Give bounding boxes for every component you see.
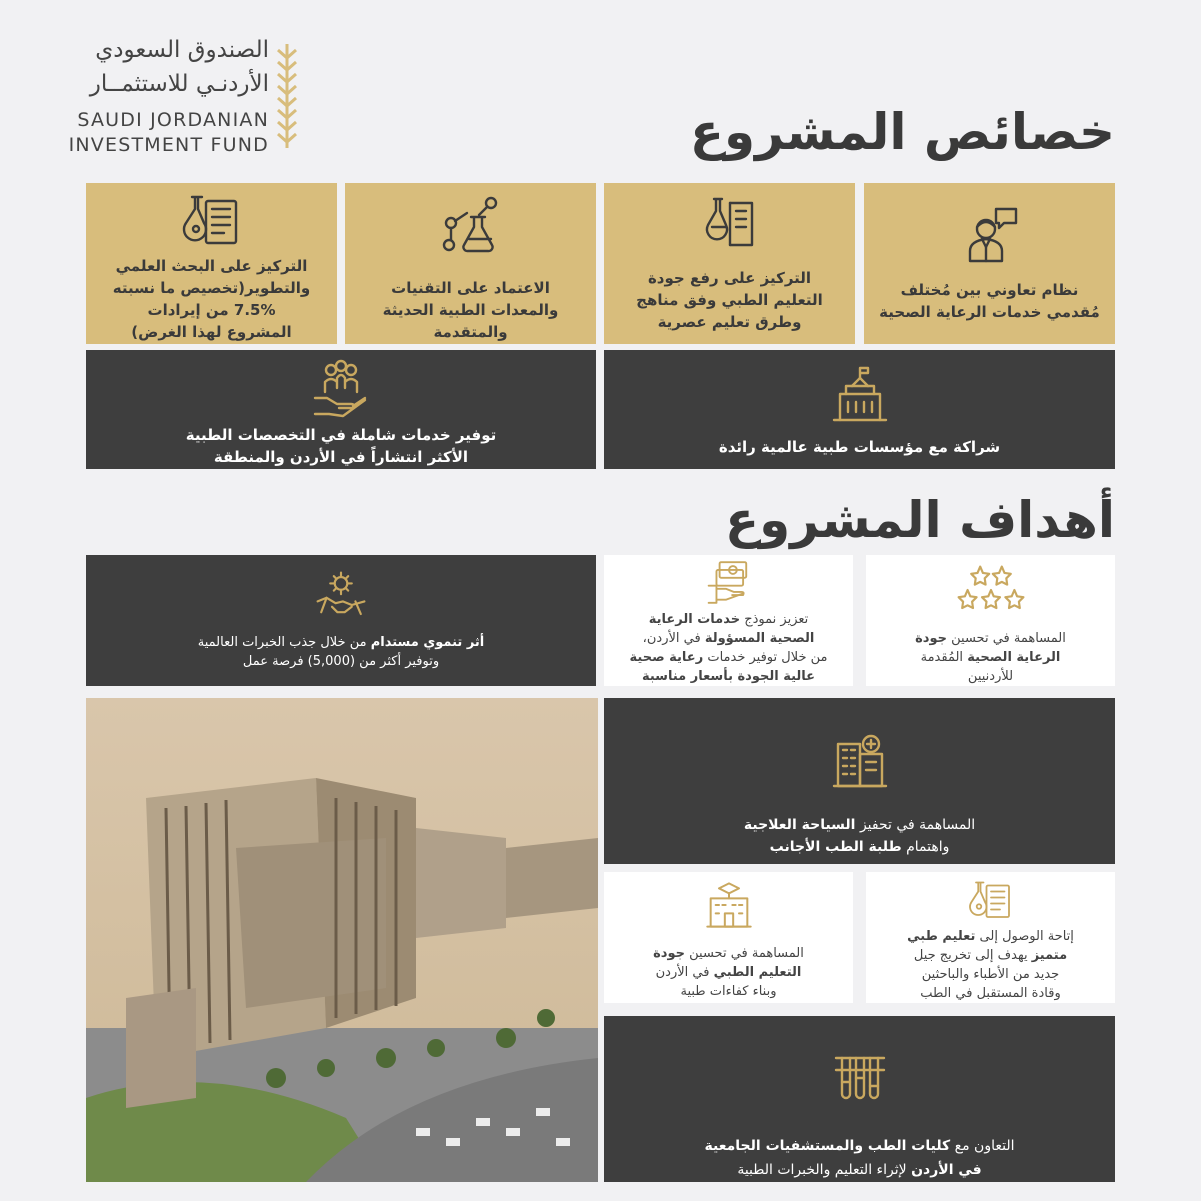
goal-card-medical-education-access xyxy=(866,872,1115,1003)
flask-book-icon xyxy=(700,193,760,253)
feature-card-partnership xyxy=(604,350,1115,469)
flask-molecule-icon xyxy=(441,195,501,255)
goal-card-text: تعزيز نموذج خدمات الرعاية الصحية المسؤولة في الأردن، من خلال توفير خدمات رعاية صحية عالية الجودة بأسعار مناسبة xyxy=(629,612,828,684)
goal-card-sustainable-impact xyxy=(86,555,596,686)
feature-card-collaborative xyxy=(864,183,1115,344)
people-hand-icon xyxy=(311,358,371,418)
money-hand-icon xyxy=(704,559,754,606)
handshake-gear-icon xyxy=(313,569,369,623)
goal-card-text: المساهمة في تحسين جودة التعليم الطبي في الأردن وبناء كفاءات طبية xyxy=(653,946,804,999)
goal-card-medical-tourism xyxy=(604,698,1115,864)
feature-card-text: التركيز على رفع جودة التعليم الطبي وفق مناهج وطرق تعليم عصرية xyxy=(636,269,823,331)
hospital-campus-rendering xyxy=(86,698,598,1182)
feature-card-text: شراكة مع مؤسسات طبية عالمية رائدة xyxy=(718,438,1001,456)
logo-english-line1: SAUDI JORDANIAN xyxy=(77,109,269,131)
test-tubes-icon xyxy=(830,1048,890,1108)
logo-arabic-line1: الصندوق السعودي xyxy=(95,37,269,63)
goal-card-university-collaboration xyxy=(604,1016,1115,1182)
goals-title: أهداف المشروع xyxy=(725,491,1115,549)
feature-card-text: التركيز على البحث العلمي والتطوير(تخصيص ما نسبته 7.5% من إيرادات المشروع لهذا الغرض) xyxy=(112,257,311,341)
institution-building-icon xyxy=(830,364,890,424)
goal-card-text: أثر تنموي مستدام من خلال جذب الخبرات العالمية وتوفير أكثر من (5,000) فرصة عمل xyxy=(197,635,485,669)
stars-rating-icon xyxy=(951,563,1031,617)
feature-card-technology xyxy=(345,183,596,344)
features-title: خصائص المشروع xyxy=(689,103,1115,161)
goal-card-text: المساهمة في تحفيز السياحة العلاجية واهتمام طلبة الطب الأجانب xyxy=(743,817,976,855)
hospital-building-icon xyxy=(830,730,890,790)
goal-card-text: إتاحة الوصول إلى تعليم طبي متميز يهدف إلى تخريج جيل جديد من الأطباء والباحثين وقادة المستقبل في الطب xyxy=(907,929,1074,1001)
feature-card-research xyxy=(86,183,337,344)
feature-card-education xyxy=(604,183,855,344)
goal-card-text: المساهمة في تحسين جودة الرعاية الصحية المُقدمة للأردنيين xyxy=(915,631,1066,684)
feature-card-text: نظام تعاوني بين مُختلف مُقدمي خدمات الرعاية الصحية xyxy=(879,281,1100,321)
university-building-icon xyxy=(703,880,755,930)
goal-card-responsible-care xyxy=(604,555,853,686)
goal-card-healthcare-quality xyxy=(866,555,1115,686)
goal-card-education-quality xyxy=(604,872,853,1003)
consultant-chat-icon xyxy=(960,205,1020,265)
feature-card-text: الاعتماد على التقنيات والمعدات الطبية الحديثة والمتقدمة xyxy=(382,279,559,341)
feature-card-text: توفير خدمات شاملة في التخصصات الطبية الأكثر انتشاراً في الأردن والمنطقة xyxy=(185,426,497,466)
research-tablet-icon xyxy=(182,191,242,251)
research-tablet-icon xyxy=(965,878,1017,923)
wheat-emblem-icon xyxy=(276,40,298,152)
logo-arabic-line2: الأردنـي للاستثمــار xyxy=(89,71,269,97)
feature-card-comprehensive-services xyxy=(86,350,596,469)
goal-card-text: التعاون مع كليات الطب والمستشفيات الجامعية في الأردن لإثراء التعليم والخبرات الطبية xyxy=(704,1138,1015,1178)
logo-english-line2: INVESTMENT FUND xyxy=(68,134,269,156)
